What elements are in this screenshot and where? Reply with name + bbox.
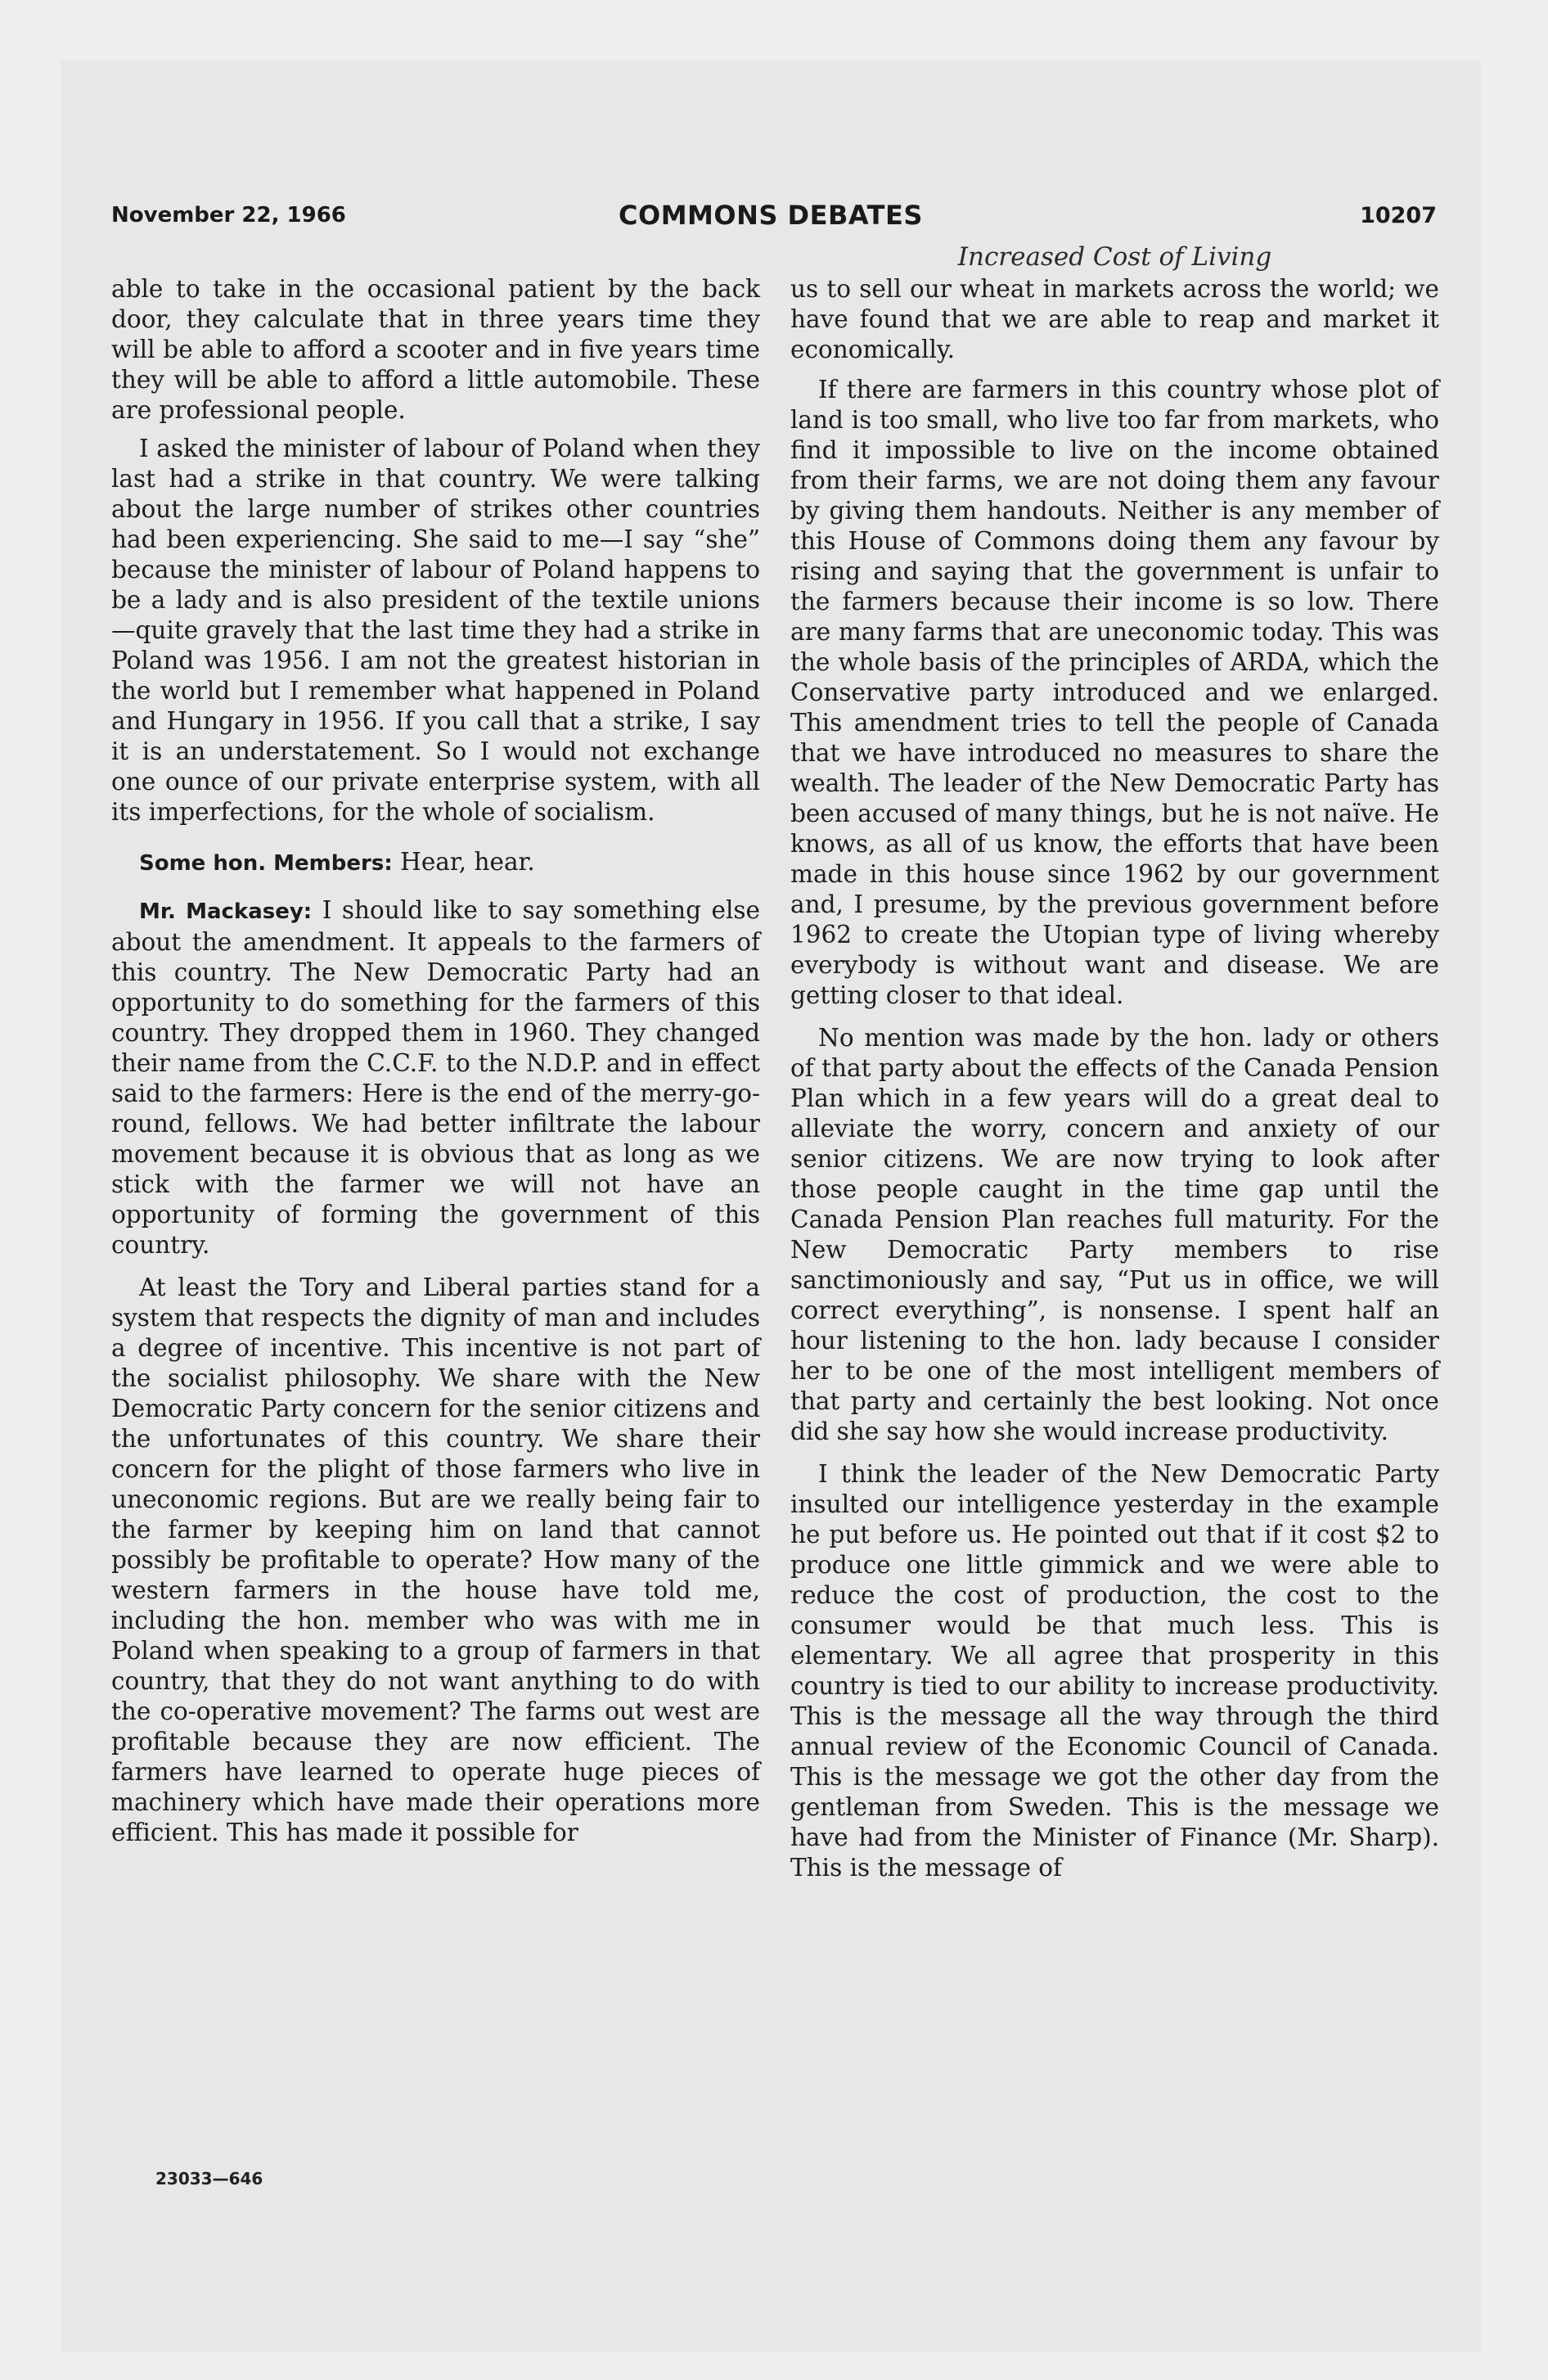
right-column — [790, 274, 1439, 1895]
speaker-label: Mr. Mackasey: — [139, 899, 313, 924]
page-number: 10207 — [1360, 203, 1437, 228]
left-column — [111, 274, 760, 1860]
speech-text: Hear, hear. — [400, 848, 535, 876]
header-date: November 22, 1966 — [111, 203, 346, 228]
paragraph: I think the leader of the New Democratic Party insulted our intelligence yesterday in the example he put before us. He pointed out that if it cost $2 to produce one little gimmick and we were able to reduce the cost of production, the cost to the consumer would be that much less. This is elementary. We all agree that prosperity in this country is tied to our ability to increase productivity. This is the message all the way through the third annual review of the Economic Council of Canada. This is the message we got the other day from the gentleman from Sweden. This is the message we have had from the Minister of Finance (Mr. Sharp). This is the message of — [790, 1460, 1439, 1882]
print-code: 23033—646 — [155, 2169, 263, 2188]
paragraph: I asked the minister of labour of Poland when they last had a strike in that country. We were talking about the large number of strikes other countries had been experiencing. She said to me—I say “she” because the minister of labour of Poland happens to be a lady and is also president of the textile unions —quite gravely that the last time they had a strike in Poland was 1956. I am not the greatest historian in the world but I remember what happened in Poland and Hungary in 1956. If you call that a strike, I say it is an understatement. So I would not exchange one ounce of our private enterprise system, with all its imperfections, for the whole of socialism. — [111, 435, 760, 826]
paragraph: If there are farmers in this country whose plot of land is too small, who live too far from markets, who find it impossible to live on the income obtained from their farms, we are not doing them any favour by giving them handouts. Neither is any member of this House of Commons doing them any favour by rising and saying that the government is unfair to the farmers because their income is so low. There are many farms that are uneconomic today. This was the whole basis of the principles of ARDA, which the Conservative party introduced and we enlarged. This amendment tries to tell the people of Canada that we have introduced no measures to share the wealth. The leader of the New Democratic Party has been accused of many things, but he is not naïve. He knows, as all of us know, the efforts that have been made in this house since 1962 by our government and, I presume, by the previous government before 1962 to create the Utopian type of living whereby everybody is without want and disease. We are getting closer to that ideal. — [790, 376, 1439, 1009]
paragraph: able to take in the occasional patient by the back door, they calculate that in three years time they will be able to afford a scooter and in five years time they will be able to afford a little automobile. These are professional people. — [111, 275, 760, 424]
paragraph: At least the Tory and Liberal parties stand for a system that respects the dignity of man and includes a degree of incentive. This incentive is not part of the socialist philosophy. We share with the New Democratic Party concern for the senior citizens and the unfortunates of this country. We share their concern for the plight of those farmers who live in uneconomic regions. But are we really being fair to the farmer by keeping him on land that cannot possibly be profitable to operate? How many of the western farmers in the house have told me, including the hon. member who was with me in Poland when speaking to a group of farmers in that country, that they do not want anything to do with the co-operative movement? The farms out west are profitable because they are now efficient. The farmers have learned to operate huge pieces of machinery which have made their operations more efficient. This has made it possible for — [111, 1273, 760, 1846]
header-title: COMMONS DEBATES — [619, 200, 923, 231]
speech-text: I should like to say something else about the amendment. It appeals to the farmers of this country. The New Democratic Party had an opportunity to do something for the farmers of this country. They dropped them in 1960. They changed their name from the C.C.F. to the N.D.P. and in effect said to the farmers: Here is the end of the merry-go-round, fellows. We had better infiltrate the labour movement because it is obvious that as long as we stick with the farmer we will not have an opportunity of forming the government of this country. — [111, 896, 760, 1259]
speaker-label: Some hon. Members: — [139, 851, 393, 876]
paragraph: No mention was made by the hon. lady or others of that party about the effects of the Canada Pension Plan which in a few years will do a great deal to alleviate the worry, concern and anxiety of our senior citizens. We are now trying to look after those people caught in the time gap until the Canada Pension Plan reaches full maturity. For the New Democratic Party members to rise sanctimoniously and say, “Put us in office, we will correct everything”, is nonsense. I spent half an hour listening to the hon. lady because I consider her to be one of the most intelligent members of that party and certainly the best looking. Not once did she say how she would increase productivity. — [790, 1024, 1439, 1445]
paragraph: us to sell our wheat in markets across the world; we have found that we are able to reap and market it economically. — [790, 275, 1439, 363]
speaker-paragraph — [111, 895, 760, 1260]
subject-heading: Increased Cost of Living — [957, 242, 1272, 272]
running-header — [111, 200, 1437, 236]
speaker-paragraph — [111, 847, 760, 879]
